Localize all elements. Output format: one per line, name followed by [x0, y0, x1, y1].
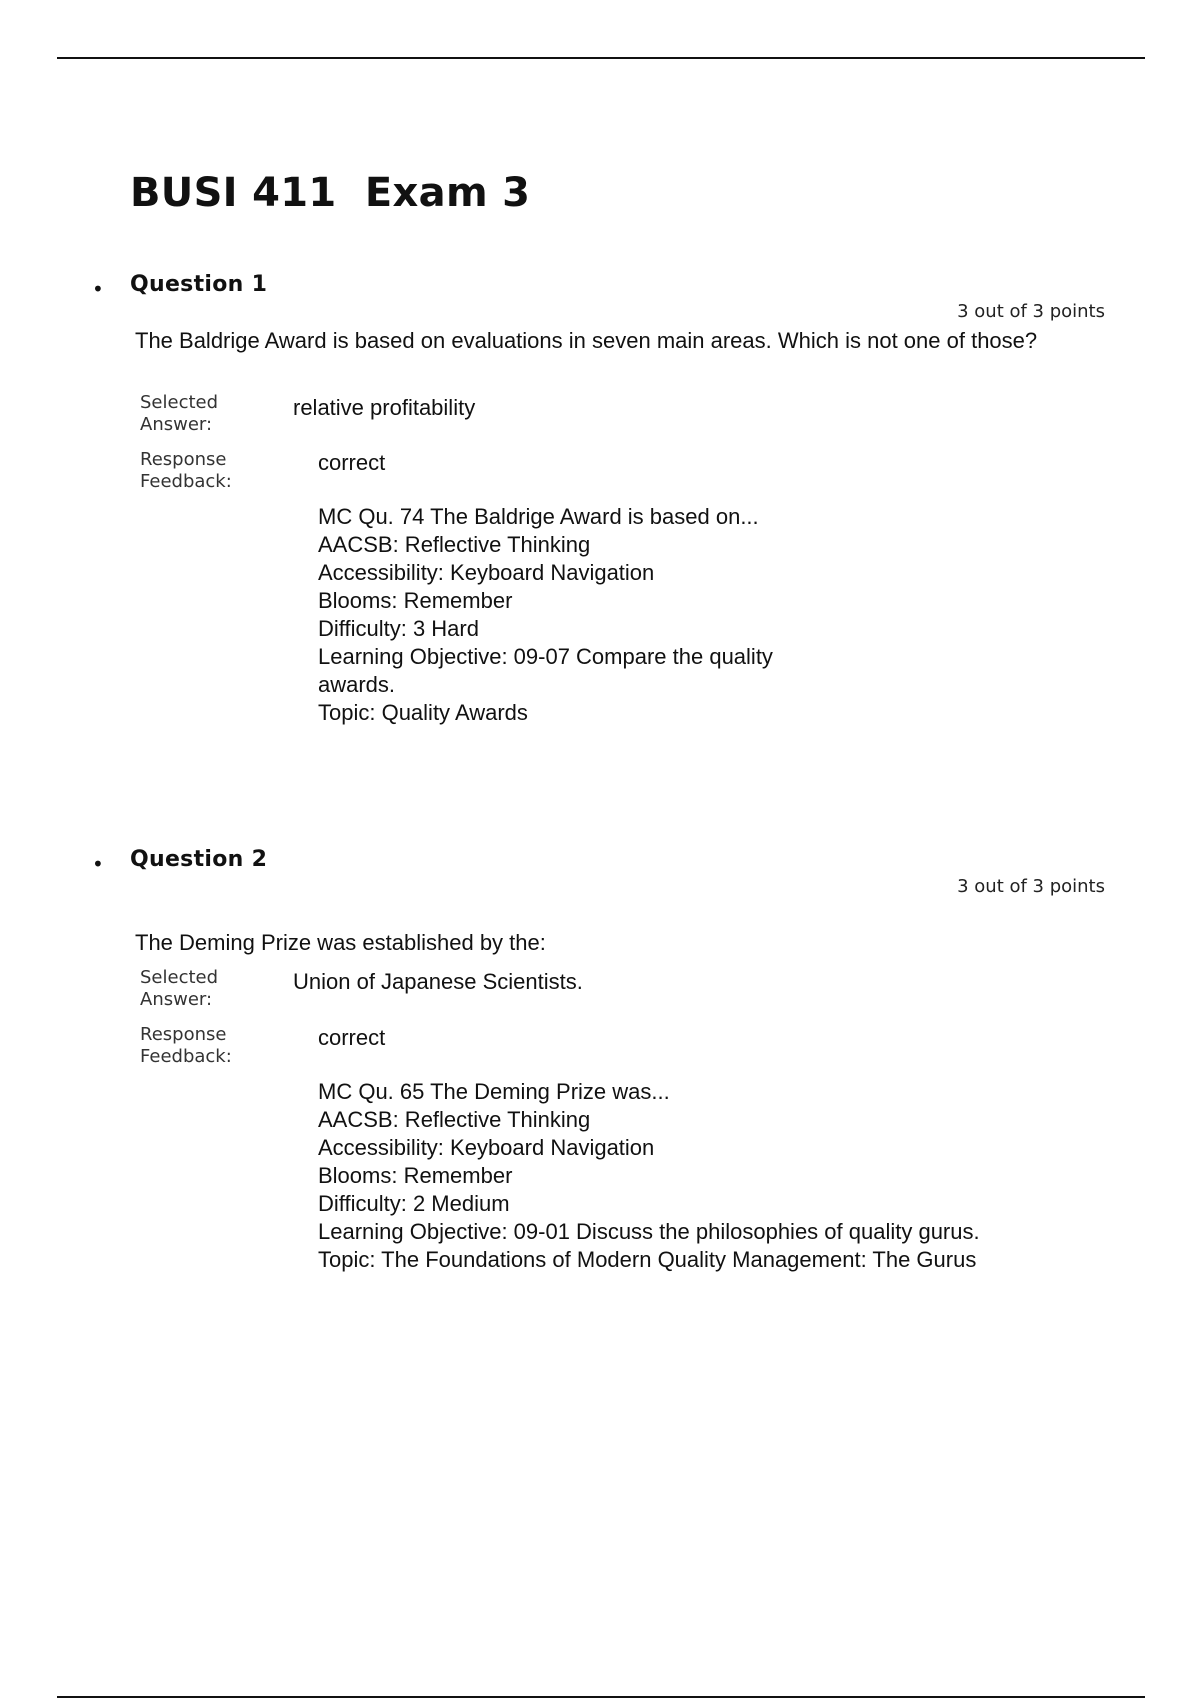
response-feedback-label: Response Feedback:: [140, 1024, 232, 1067]
feedback-line: Topic: The Foundations of Modern Quality Management: The Gurus: [318, 1247, 977, 1272]
selected-answer: relative profitability: [293, 395, 476, 420]
selected-answer: Union of Japanese Scientists.: [293, 969, 583, 994]
feedback-line: Accessibility: Keyboard Navigation: [318, 1135, 655, 1160]
feedback-line: MC Qu. 65 The Deming Prize was...: [318, 1079, 670, 1104]
feedback-line: Accessibility: Keyboard Navigation: [318, 560, 655, 585]
feedback-line: AACSB: Reflective Thinking: [318, 1107, 591, 1132]
feedback-line: Difficulty: 2 Medium: [318, 1191, 510, 1216]
points-label: 3 out of 3 points: [957, 301, 1105, 322]
feedback-line: Blooms: Remember: [318, 588, 513, 613]
selected-answer-label: Selected Answer:: [140, 967, 219, 1010]
feedback-line: AACSB: Reflective Thinking: [318, 532, 591, 557]
question-text: The Baldrige Award is based on evaluations in seven main areas. Which is not one of those?: [135, 328, 1038, 353]
feedback-line: Learning Objective: 09-01 Discuss the philosophies of quality gurus.: [318, 1219, 980, 1244]
top-divider: [57, 57, 1145, 59]
feedback-line: Blooms: Remember: [318, 1163, 513, 1188]
question-text: The Deming Prize was established by the:: [135, 930, 546, 955]
question-title: Question 2: [130, 847, 268, 872]
response-feedback: [318, 449, 998, 727]
page-title: BUSI 411 Exam 3: [130, 170, 531, 216]
selected-answer-label: Selected Answer:: [140, 392, 219, 435]
feedback-status: correct: [318, 450, 386, 475]
feedback-line: Difficulty: 3 Hard: [318, 616, 479, 641]
feedback-line: Learning Objective: 09-07 Compare the quality awards.: [318, 644, 773, 697]
bullet-icon: •: [92, 852, 104, 876]
bullet-icon: •: [92, 277, 104, 301]
points-label: 3 out of 3 points: [957, 876, 1105, 897]
feedback-line: Topic: Quality Awards: [318, 700, 528, 725]
bottom-divider: [57, 1696, 1145, 1698]
feedback-status: correct: [318, 1025, 386, 1050]
question-title: Question 1: [130, 272, 268, 297]
response-feedback-label: Response Feedback:: [140, 449, 232, 492]
response-feedback: [318, 1024, 998, 1274]
feedback-line: MC Qu. 74 The Baldrige Award is based on...: [318, 504, 759, 529]
